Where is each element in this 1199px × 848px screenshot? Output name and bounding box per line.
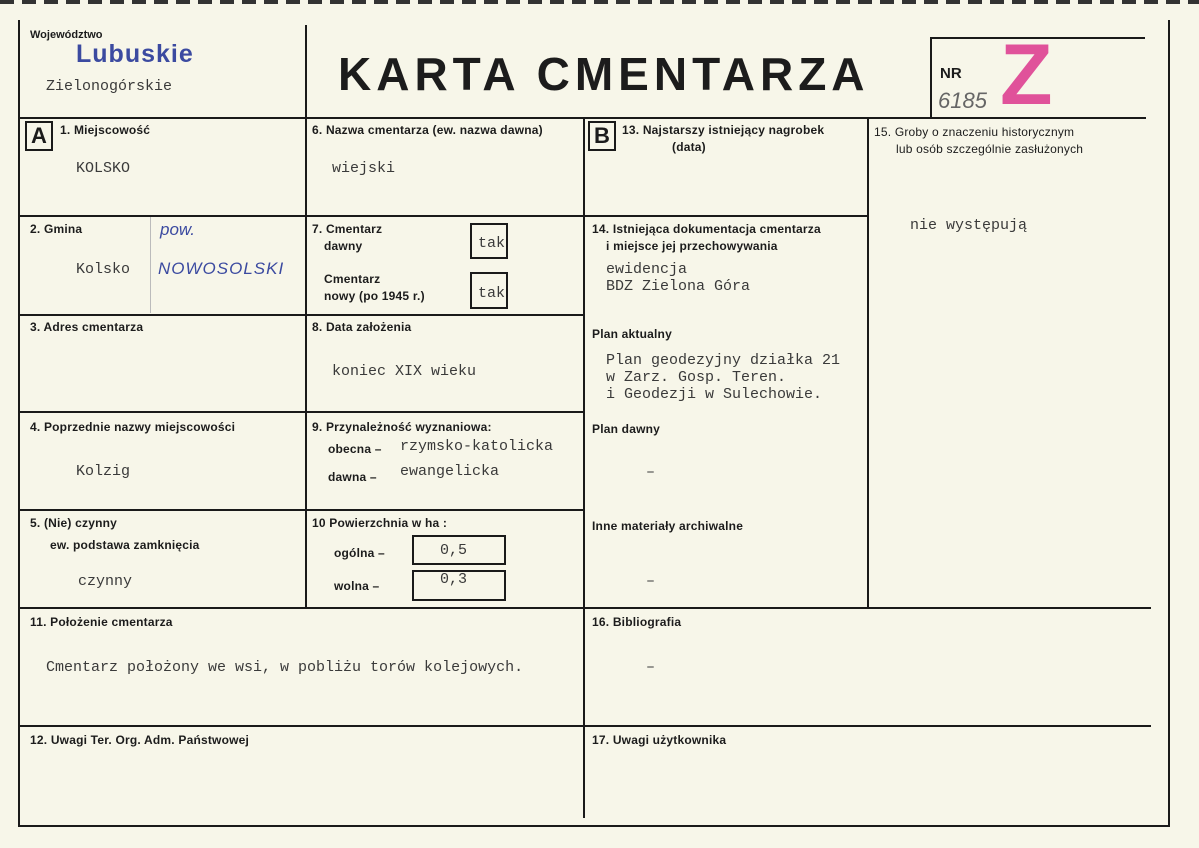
field-2-handwritten-pow: pow.	[160, 220, 195, 239]
voivodeship-label: Województwo	[30, 29, 103, 41]
voivodeship-typed: Zielonogórskie	[46, 78, 173, 95]
field-11-label: 11. Położenie cmentarza	[30, 615, 173, 629]
plan-current-line-3: i Geodezji w Sulechowie.	[606, 386, 823, 403]
field-1-value: KOLSKO	[76, 160, 131, 177]
field-12-label: 12. Uwagi Ter. Org. Adm. Państwowej	[30, 733, 250, 747]
field-14-label-1: 14. Istniejąca dokumentacja cmentarza	[592, 222, 821, 236]
nr-letter: Z	[1000, 27, 1053, 123]
rule	[150, 217, 151, 313]
field-4-label: 4. Poprzednie nazwy miejscowości	[30, 420, 236, 434]
field-7-old-label-1: 7. Cmentarz	[312, 222, 383, 236]
perforated-edge	[0, 0, 1199, 4]
field-3-label: 3. Adres cmentarza	[30, 320, 144, 334]
field-6-value: wiejski	[332, 160, 396, 177]
rule	[1168, 20, 1170, 827]
plan-current-label: Plan aktualny	[592, 327, 672, 341]
rule	[930, 37, 932, 117]
field-13-label-2: (data)	[672, 140, 706, 154]
field-10-free-label: wolna –	[334, 579, 380, 593]
field-5-label-1: 5. (Nie) czynny	[30, 516, 118, 530]
field-16-value: –	[646, 659, 656, 676]
field-9-current-label: obecna –	[328, 442, 382, 456]
rule	[18, 825, 1170, 827]
rule	[305, 25, 307, 609]
field-14-value-2: BDZ Zielona Góra	[606, 278, 751, 295]
field-15-label-1: 15. Groby o znaczeniu historycznym	[874, 125, 1075, 139]
plan-old-value: –	[646, 464, 656, 481]
field-15-value: nie występują	[910, 217, 1028, 234]
section-a-box: A	[25, 121, 53, 151]
field-10-total-value: 0,5	[440, 542, 468, 559]
plan-current-line-2: w Zarz. Gosp. Teren.	[606, 369, 787, 386]
field-9-former-value: ewangelicka	[400, 463, 500, 480]
nr-label: NR	[940, 65, 962, 82]
plan-old-label: Plan dawny	[592, 422, 661, 436]
field-8-label: 8. Data założenia	[312, 320, 412, 334]
field-14-value-1: ewidencja	[606, 261, 688, 278]
field-2-label: 2. Gmina	[30, 222, 83, 236]
field-9-former-label: dawna –	[328, 470, 377, 484]
field-16-label: 16. Bibliografia	[592, 615, 682, 629]
field-6-label: 6. Nazwa cmentarza (ew. nazwa dawna)	[312, 123, 543, 137]
field-8-value: koniec XIX wieku	[332, 363, 477, 380]
plan-current-line-1: Plan geodezyjny działka 21	[606, 352, 841, 369]
rule	[18, 215, 868, 217]
card-title: KARTA CMENTARZA	[338, 48, 870, 100]
rule	[18, 314, 583, 316]
rule	[18, 411, 583, 413]
field-11-value: Cmentarz położony we wsi, w pobliżu torów kolejowych.	[46, 659, 524, 676]
rule	[18, 20, 20, 827]
field-5-value: czynny	[78, 573, 133, 590]
rule	[867, 117, 869, 609]
field-7-new-value: tak	[478, 285, 506, 302]
field-17-label: 17. Uwagi użytkownika	[592, 733, 727, 747]
field-2-value: Kolsko	[76, 261, 131, 278]
section-b-box: B	[588, 121, 616, 151]
field-7-new-label-1: Cmentarz	[324, 272, 381, 286]
field-7-old-label-2: dawny	[324, 239, 363, 253]
field-10-total-label: ogólna –	[334, 546, 385, 560]
other-materials-label: Inne materiały archiwalne	[592, 519, 744, 533]
field-14-label-2: i miejsce jej przechowywania	[606, 239, 778, 253]
field-13-label-1: 13. Najstarszy istniejący nagrobek	[622, 123, 825, 137]
other-materials-value: –	[646, 573, 656, 590]
field-9-current-value: rzymsko-katolicka	[400, 438, 554, 455]
field-9-label: 9. Przynależność wyznaniowa:	[312, 420, 492, 434]
rule	[18, 117, 1146, 119]
field-15-label-2: lub osób szczególnie zasłużonych	[896, 142, 1084, 156]
field-10-free-value: 0,3	[440, 571, 468, 588]
field-7-new-label-2: nowy (po 1945 r.)	[324, 289, 425, 303]
field-7-old-value: tak	[478, 235, 506, 252]
rule	[18, 509, 583, 511]
nr-number: 6185	[938, 88, 987, 113]
field-1-label: 1. Miejscowość	[60, 123, 151, 137]
voivodeship-stamp: Lubuskie	[76, 40, 194, 68]
field-5-label-2: ew. podstawa zamknięcia	[50, 538, 200, 552]
rule	[583, 117, 585, 818]
field-2-handwritten-county: NOWOSOLSKI	[158, 259, 285, 278]
field-4-value: Kolzig	[76, 463, 131, 480]
field-10-label: 10 Powierzchnia w ha :	[312, 516, 448, 530]
